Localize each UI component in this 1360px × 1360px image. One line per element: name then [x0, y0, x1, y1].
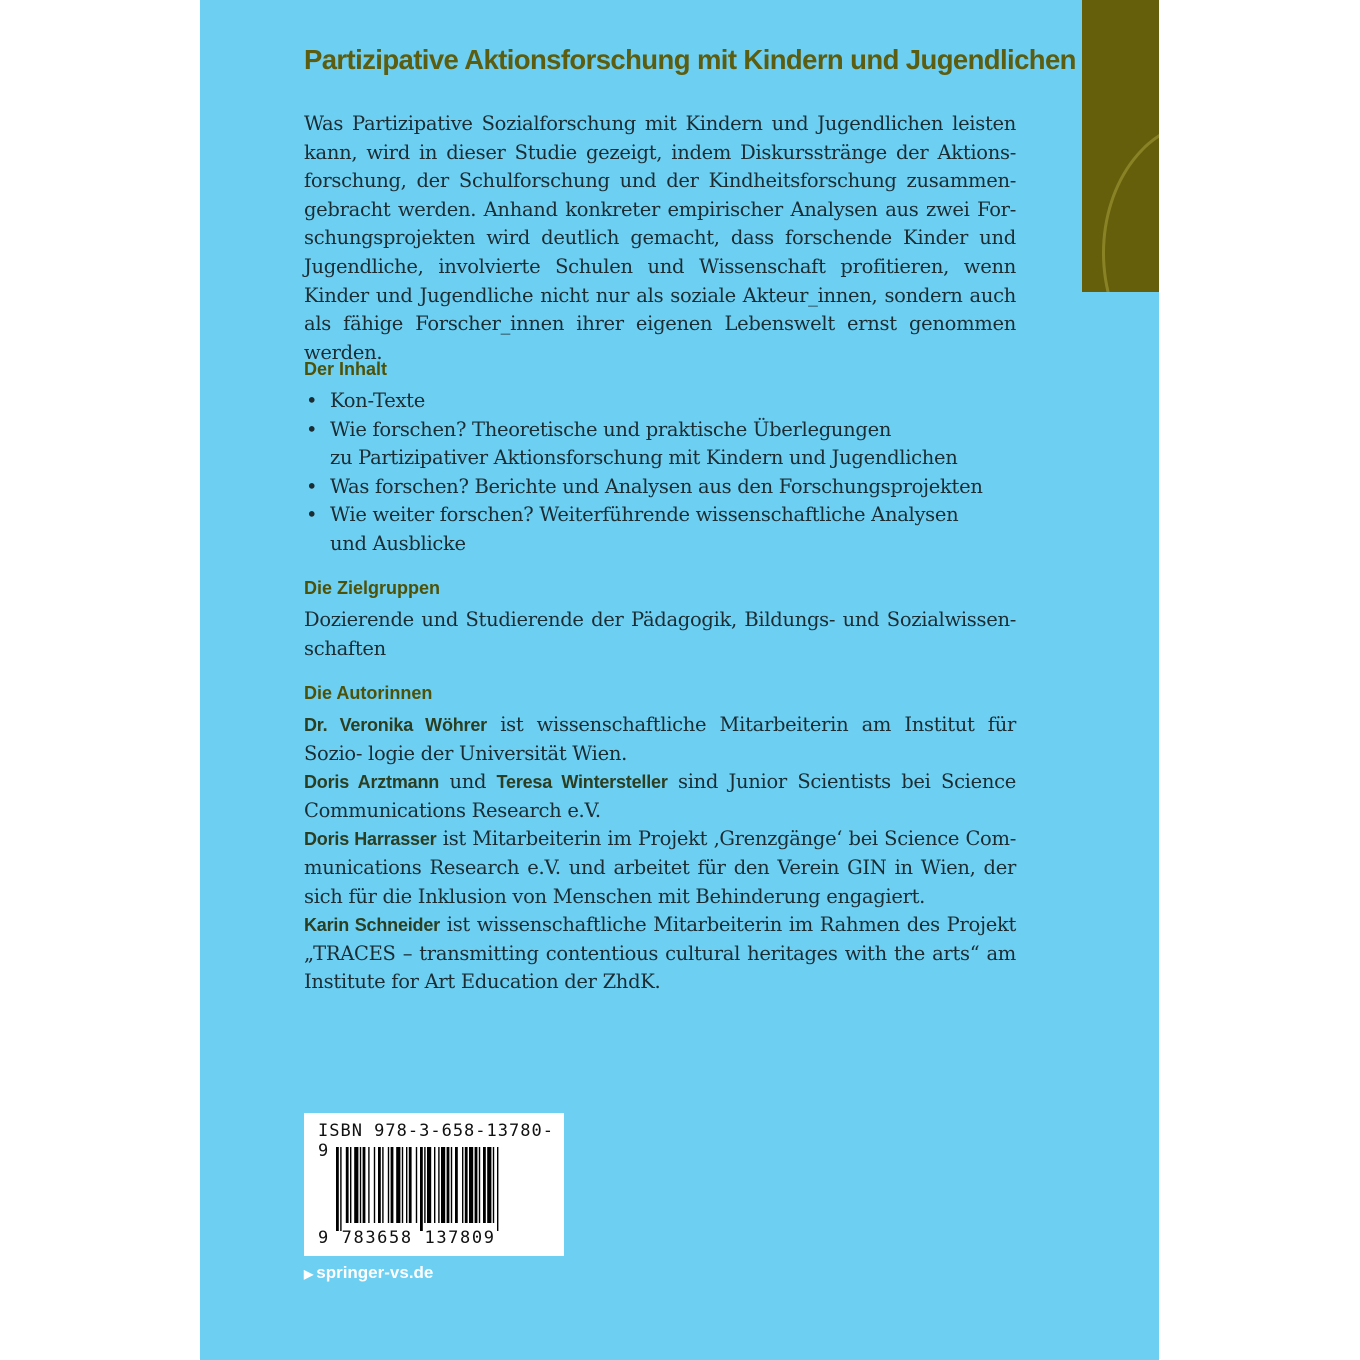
target-group-heading: Die Zielgruppen [304, 578, 441, 598]
barcode-stripe [416, 1147, 417, 1223]
barcode-stripe [396, 1147, 400, 1223]
barcode-stripe [441, 1147, 445, 1223]
author-name: Doris Harrasser [304, 829, 437, 850]
isbn-digits: 9 783658 137809 [318, 1228, 496, 1248]
contents-list [304, 387, 1016, 559]
barcode-stripe [487, 1147, 491, 1223]
blurb-text [304, 110, 1016, 367]
author-name: Teresa Wintersteller [496, 772, 668, 793]
blurb-line: kann, wird in dieser Studie gezeigt, indem Diskursstränge der Aktions- [304, 140, 1016, 164]
barcode-stripe [438, 1147, 439, 1223]
website-label: springer-vs.de [316, 1263, 434, 1282]
barcode-stripe [465, 1147, 468, 1223]
decorative-swoosh [1102, 120, 1159, 292]
barcode-stripe [378, 1147, 381, 1223]
author-name: Karin Schneider [304, 915, 440, 936]
play-arrow-icon: ▶ [304, 1267, 314, 1281]
bullet-icon: • [306, 503, 318, 527]
barcode-stripe [363, 1147, 366, 1223]
barcode-stripe [346, 1147, 349, 1223]
barcode-stripe [402, 1147, 403, 1223]
book-title: Partizipative Aktionsforschung mit Kindern und Jugendlichen [304, 44, 1076, 75]
barcode-stripe [336, 1147, 339, 1231]
blurb-line: Forscher_innen ihrer eigenen Lebenswelt ernst genommen werden. [304, 312, 1016, 364]
barcode-stripe [469, 1147, 473, 1223]
barcode-stripe [354, 1147, 358, 1223]
barcode-stripe [462, 1147, 463, 1223]
barcode-stripe [420, 1147, 423, 1231]
barcode-stripe [434, 1147, 435, 1223]
blurb-line: gebracht werden. Anhand konkreter empirischer Analysen aus zwei For- [304, 197, 1016, 221]
bullet-icon: • [306, 389, 318, 412]
barcode-stripe [360, 1147, 361, 1223]
contents-heading: Der Inhalt [304, 359, 388, 379]
barcode-stripe [451, 1147, 452, 1223]
barcode-stripe [340, 1147, 341, 1231]
blurb-line: forschung, der Schulforschung und der Kindheitsforschung zusammen- [304, 169, 1016, 193]
book-back-cover [200, 0, 1159, 1360]
barcode-stripe [388, 1147, 389, 1223]
barcode-stripe [391, 1147, 394, 1223]
barcode-stripe [350, 1147, 351, 1223]
list-item: • Wie weiter forschen? Weiterführende wissenschaftliche Analysen und Ausblicke [306, 503, 959, 555]
blurb-line: Jugendliche, involvierte Schulen und Wissenschaft profitieren, wenn Kinder [304, 254, 1016, 307]
blurb-line: und Jugendliche nicht nur als soziale Akteur_innen, sondern auch als fähige [304, 283, 1016, 336]
author-entry: Doris Harrasser ist Mitarbeiterin im Projekt ‚Grenzgänge‘ bei Science Com- munications Research e.V. und arbeitet für den Verein GIN in Wien, der sich für die Inklusion von Menschen mit Behinderung engagiert. [304, 827, 1016, 908]
barcode-stripe [483, 1147, 486, 1223]
authors-section [304, 711, 1016, 997]
authors-heading: Die Autorinnen [304, 683, 433, 703]
barcode-stripe [427, 1147, 431, 1223]
list-item: • Wie forschen? Theoretische und praktische Überlegungen zu Partizipativer Aktionsforschung mit Kindern und Jugendlichen [306, 417, 958, 470]
barcode-stripe [475, 1147, 478, 1223]
barcode-stripe [497, 1147, 498, 1231]
blurb-line: Was Partizipative Sozialforschung mit Kindern und Jugendlichen leisten [304, 112, 1016, 135]
barcode-stripe [368, 1147, 369, 1223]
bullet-icon: • [306, 474, 318, 498]
barcode-stripe [424, 1147, 425, 1223]
isbn-label: ISBN 978-3-658-13780-9 [318, 1121, 554, 1161]
bullet-icon: • [306, 417, 318, 441]
author-name: Dr. Veronika Wöhrer [304, 715, 487, 735]
list-item: • Was forschen? Berichte und Analysen aus den Forschungsprojekten [304, 473, 1016, 502]
publisher-website[interactable] [304, 1263, 433, 1283]
list-item: • Kon-Texte [304, 387, 1016, 416]
barcode-stripe [406, 1147, 407, 1223]
barcode-stripe [455, 1147, 458, 1223]
barcode-stripe [447, 1147, 450, 1223]
cover-accent-tab [1082, 0, 1159, 292]
barcode-stripe [493, 1147, 494, 1223]
author-entry: Karin Schneider ist wissenschaftliche Mitarbeiterin im Rahmen des Projekt „TRACES – transmitting contentious cultural heritages with the arts“ am Institute for Art Education der ZhdK. [304, 913, 1016, 994]
barcode-icon [304, 1143, 564, 1233]
barcode-stripe [479, 1147, 480, 1223]
author-entry: Dr. Veronika Wöhrer ist wissenschaftliche Mitarbeiterin am Institut für Sozio- logie der Universität Wien. [304, 713, 1016, 765]
barcode-stripe [374, 1147, 375, 1223]
author-entry: Doris Arztmann und Teresa Wintersteller sind Junior Scientists bei Science Communications Research e.V. [304, 770, 1016, 822]
target-group-text: Dozierende und Studierende der Pädagogik, Bildungs- und Sozialwissen- schaften [304, 608, 1016, 660]
barcode-panel [304, 1113, 564, 1256]
barcode-stripe [382, 1147, 383, 1223]
author-name: Doris Arztmann [304, 772, 440, 793]
blurb-line: schungsprojekten wird deutlich gemacht, dass forschende Kinder und [304, 226, 1016, 250]
barcode-stripe [409, 1147, 412, 1223]
